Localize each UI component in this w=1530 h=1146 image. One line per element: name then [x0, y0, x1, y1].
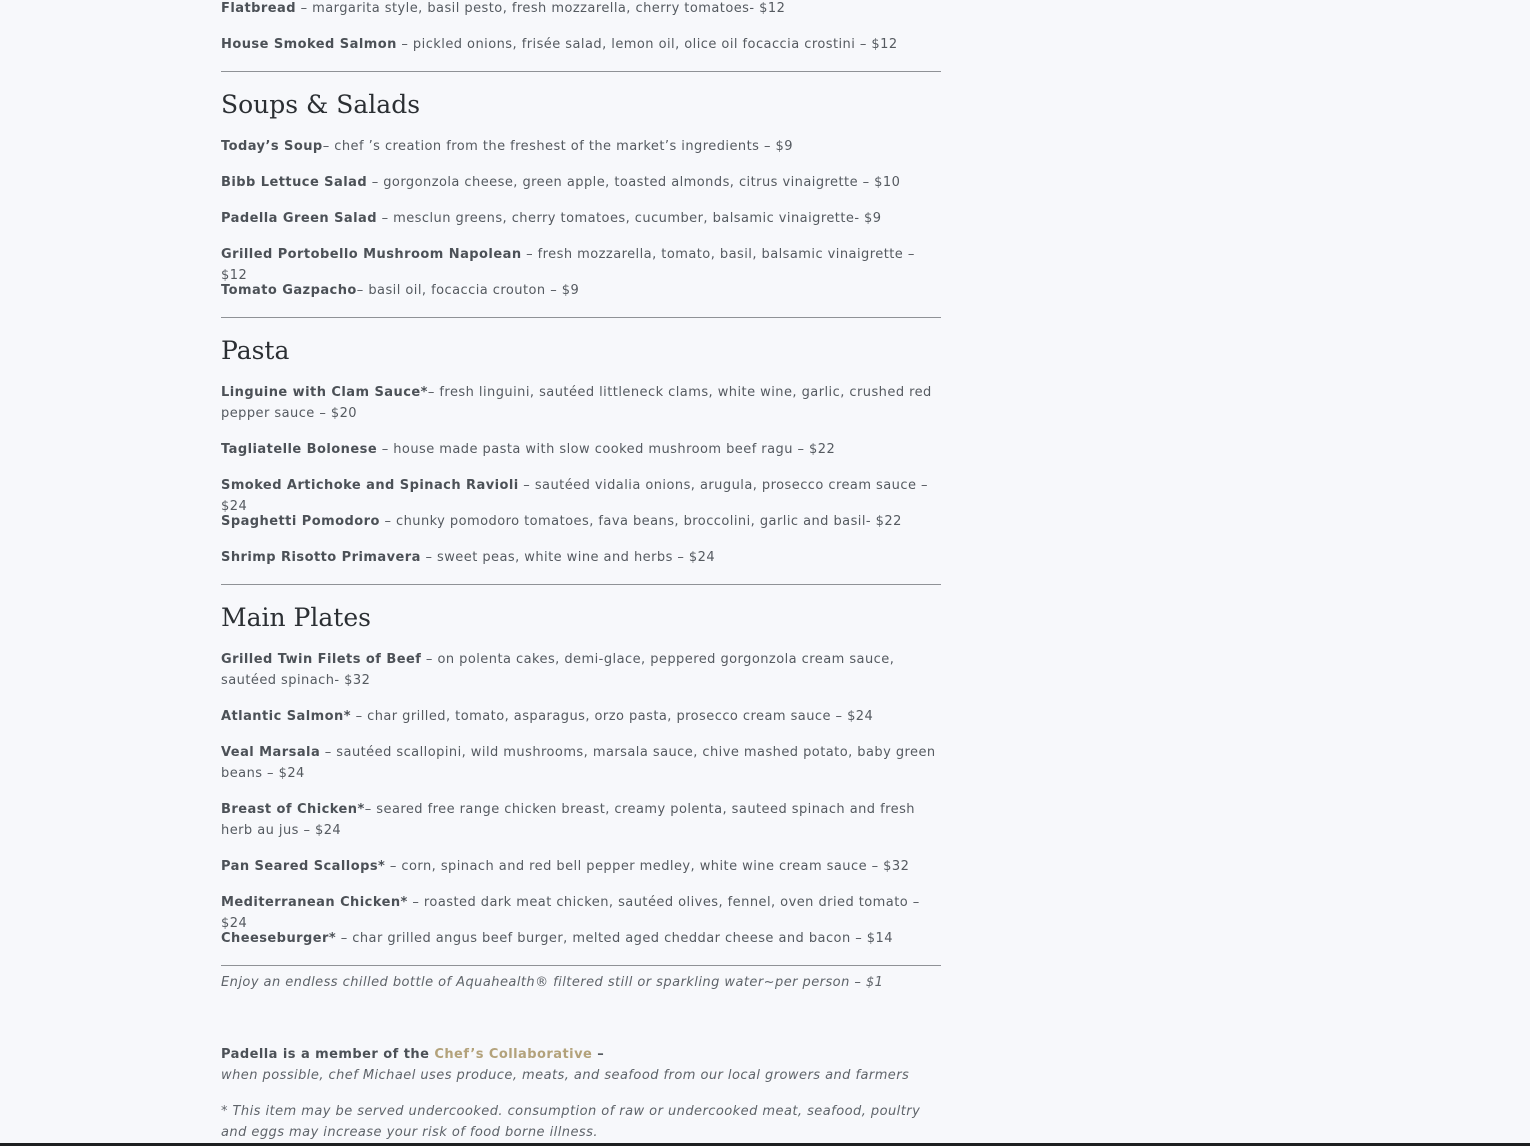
- section-heading-pasta: Pasta: [221, 336, 290, 365]
- menu-item-name: Tagliatelle Bolonese: [221, 442, 378, 457]
- sourcing-note: when possible, chef Michael uses produce, meats, and seafood from our local growers and farmers: [221, 1068, 910, 1083]
- menu-item: [221, 511, 941, 532]
- member-note: [221, 1044, 941, 1086]
- menu-item-name: Mediterranean Chicken*: [221, 895, 408, 910]
- menu-item-name: Breast of Chicken*: [221, 802, 365, 817]
- menu-item-name: Grilled Twin Filets of Beef: [221, 652, 422, 667]
- section-heading-soups-salads: Soups & Salads: [221, 90, 421, 119]
- menu-item: [221, 439, 941, 460]
- menu-item-description: – roasted dark meat chicken, sautéed olives, fennel, oven dried tomato – $24: [221, 895, 920, 931]
- menu-item-name: Grilled Portobello Mushroom Napolean: [221, 247, 522, 262]
- menu-item: [221, 0, 941, 19]
- menu-item: [221, 928, 941, 949]
- menu-item-name: Flatbread: [221, 1, 296, 16]
- menu-item-description: – chef ’s creation from the freshest of the market’s ingredients – $9: [322, 139, 793, 154]
- menu-item: [221, 34, 941, 55]
- menu-item-description: – sweet peas, white wine and herbs – $24: [420, 550, 716, 565]
- menu-item-description: – corn, spinach and red bell pepper medley, white wine cream sauce – $32: [385, 859, 910, 874]
- menu-item-name: Tomato Gazpacho: [221, 283, 357, 298]
- menu-item-description: – pickled onions, frisée salad, lemon oil, olice oil focaccia crostini – $12: [396, 37, 898, 52]
- menu-item-description: – mesclun greens, cherry tomatoes, cucumber, balsamic vinaigrette- $9: [377, 211, 882, 226]
- menu-item-name: Today’s Soup: [221, 139, 323, 154]
- menu-item: [221, 172, 941, 193]
- menu-item-description: – margarita style, basil pesto, fresh mozzarella, cherry tomatoes- $12: [296, 1, 786, 16]
- menu-item-name: Smoked Artichoke and Spinach Ravioli: [221, 478, 519, 493]
- undercooked-disclaimer: * This item may be served undercooked. consumption of raw or undercooked meat, seafood, poultry and eggs may increase your risk of food borne illness.: [221, 1104, 921, 1140]
- menu-item-description: – house made pasta with slow cooked mushroom beef ragu – $22: [377, 442, 836, 457]
- menu-item-name: Spaghetti Pomodoro: [221, 514, 380, 529]
- menu-item: [221, 382, 941, 424]
- menu-item-description: – char grilled, tomato, asparagus, orzo pasta, prosecco cream sauce – $24: [350, 709, 874, 724]
- menu-item-description: – chunky pomodoro tomatoes, fava beans, broccolini, garlic and basil- $22: [379, 514, 902, 529]
- menu-item: [221, 547, 941, 568]
- menu-item-description: – sautéed vidalia onions, arugula, prosecco cream sauce – $24: [221, 478, 928, 514]
- menu-item: [221, 742, 941, 784]
- section-divider: [221, 584, 941, 585]
- menu-item-name: Atlantic Salmon*: [221, 709, 351, 724]
- menu-item: [221, 799, 941, 841]
- menu-item-description: – char grilled angus beef burger, melted aged cheddar cheese and bacon – $14: [336, 931, 893, 946]
- menu-item: [221, 280, 941, 301]
- menu-item-description: – sautéed scallopini, wild mushrooms, marsala sauce, chive mashed potato, baby green beans – $24: [221, 745, 936, 781]
- menu-item-name: Padella Green Salad: [221, 211, 377, 226]
- menu-item-description: – gorgonzola cheese, green apple, toasted almonds, citrus vinaigrette – $10: [367, 175, 901, 190]
- chefs-collaborative-link[interactable]: Chef’s Collaborative: [434, 1047, 593, 1062]
- menu-item-name: Pan Seared Scallops*: [221, 859, 386, 874]
- menu-item-name: Veal Marsala: [221, 745, 321, 760]
- menu-item-description: – fresh linguini, sautéed littleneck clams, white wine, garlic, crushed red pepper sauce – $20: [221, 385, 932, 421]
- menu-item: [221, 706, 941, 727]
- menu-item: [221, 649, 941, 691]
- member-suffix: –: [592, 1047, 605, 1062]
- menu-item-name: Shrimp Risotto Primavera: [221, 550, 421, 565]
- section-divider: [221, 317, 941, 318]
- menu-item-name: Cheeseburger*: [221, 931, 337, 946]
- menu-item: [221, 856, 941, 877]
- menu-item-name: Linguine with Clam Sauce*: [221, 385, 428, 400]
- menu-item-name: Bibb Lettuce Salad: [221, 175, 368, 190]
- section-divider: [221, 71, 941, 72]
- menu-item-description: – basil oil, focaccia crouton – $9: [356, 283, 580, 298]
- menu-item-description: – on polenta cakes, demi-glace, peppered gorgonzola cream sauce, sautéed spinach- $32: [221, 652, 895, 688]
- member-prefix: Padella is a member of the: [221, 1047, 435, 1062]
- menu-item: [221, 136, 941, 157]
- menu-item-name: House Smoked Salmon: [221, 37, 397, 52]
- menu-item-description: – seared free range chicken breast, creamy polenta, sauteed spinach and fresh herb au jus – $24: [221, 802, 915, 838]
- menu-item: [221, 208, 941, 229]
- water-note: Enjoy an endless chilled bottle of Aquahealth® filtered still or sparkling water~per person – $1: [221, 975, 884, 990]
- menu-item-description: – fresh mozzarella, tomato, basil, balsamic vinaigrette – $12: [221, 247, 915, 283]
- section-divider: [221, 965, 941, 966]
- section-heading-main-plates: Main Plates: [221, 603, 371, 632]
